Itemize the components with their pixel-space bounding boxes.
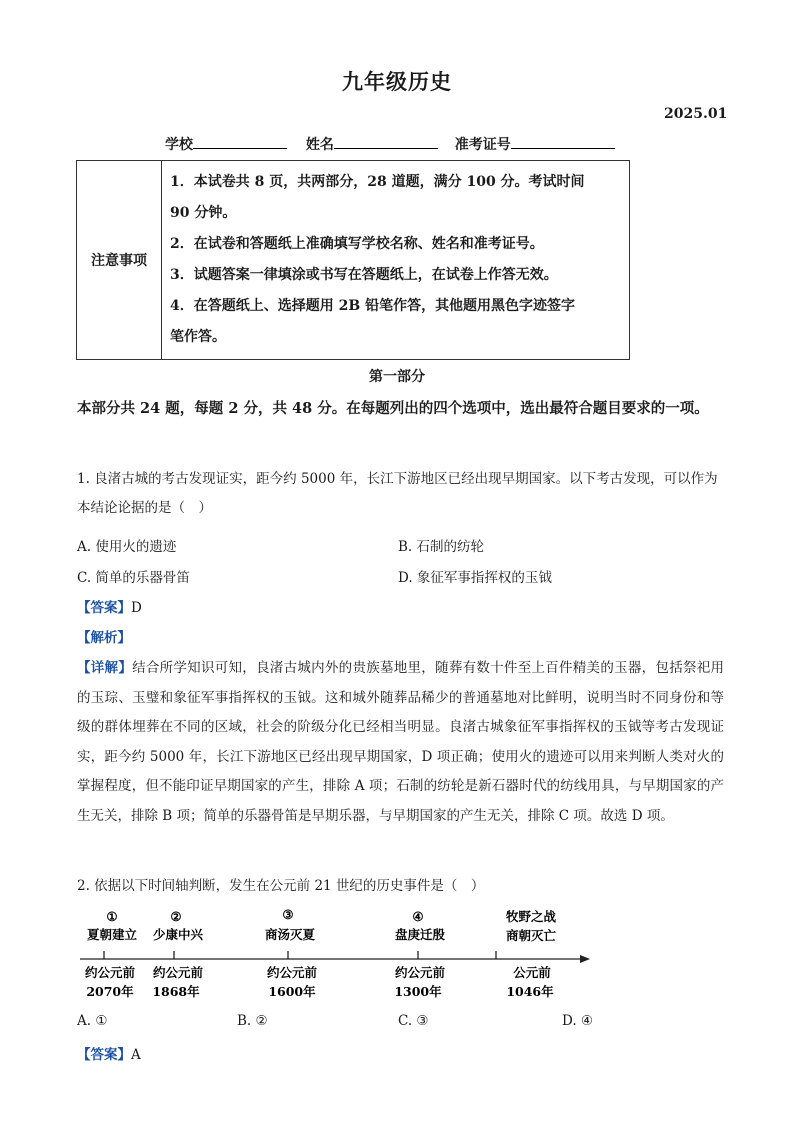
event-marker-3: ③ — [282, 907, 294, 922]
q1-detail — [77, 654, 724, 831]
q1-option-b[interactable]: B. 石制的纺轮 — [398, 539, 485, 555]
q2-option-c[interactable]: C. ③ — [398, 1013, 429, 1029]
name-label: 姓名 — [305, 137, 334, 153]
notice-item: 2．在试卷和答题纸上准确填写学校名称、姓名和准考证号。 — [170, 236, 544, 252]
section-title: 第一部分 — [369, 369, 425, 385]
school-label: 学校 — [165, 137, 193, 153]
school-blank[interactable] — [193, 134, 287, 149]
timeline-figure — [78, 905, 598, 1005]
event-marker-2: ② — [170, 909, 182, 924]
notice-item: 90 分钟。 — [170, 205, 237, 221]
section-intro: 本部分共 24 题，每题 2 分，共 48 分。在每题列出的四个选项中，选出最符合题目要求的一项。 — [77, 400, 709, 417]
event-label-5-line1: 牧野之战 — [505, 909, 557, 924]
q1-analysis — [77, 626, 131, 646]
notice-label: 注意事项 — [77, 161, 162, 360]
question-1-stem: 1. 良渚古城的考古发现证实，距今约 5000 年，长江下游地区已经出现早期国家。以下考古发现，可以作为本结论论据的是（ ） — [77, 471, 718, 516]
event-label-1: 夏朝建立 — [86, 927, 138, 942]
year-prefix-1: 约公元前 — [84, 965, 136, 980]
year-value-2: 1868年 — [152, 984, 200, 999]
year-prefix-4: 约公元前 — [394, 965, 446, 980]
student-info-fields — [165, 134, 615, 154]
event-label-3: 商汤灭夏 — [264, 927, 316, 942]
year-value-5: 1046年 — [506, 984, 554, 999]
event-label-5-line2: 商朝灭亡 — [505, 928, 557, 943]
answer-tag: 【答案】 — [77, 1047, 131, 1063]
year-value-4: 1300年 — [394, 984, 442, 999]
timeline-arrow — [580, 955, 590, 963]
q1-option-a[interactable]: A. 使用火的遗迹 — [77, 539, 177, 555]
exam-date: 2025.01 — [664, 106, 728, 122]
q2-option-a[interactable]: A. ① — [77, 1013, 108, 1029]
event-label-2: 少康中兴 — [152, 927, 204, 942]
detail-text: 结合所学知识可知，良渚古城内外的贵族墓地里，随葬有数十件至上百件精美的玉器，包括祭祀用的玉琮、玉璧和象征军事指挥权的玉钺。这和城外随葬品稀少的普通墓地对比鲜明，说明当时不同身份和等级的群体埋葬在不同的区域，社会的阶级分化已经相当明显。良渚古城象征军事指挥权的玉钺等考古发现证实，距今约 5000 年，长江下游地区已经出现早期国家，D 项正确；使用火的遗迹可以用来判断人类对火的掌握程度，但不能印证早期国家的产生，排除 A 项；石制的纺轮是新石器时代的纺线用具，与早期国家的产生无关，排除 B 项；简单的乐器骨笛是早期乐器，与早期国家的产生无关，排除 C 项。故选 D 项。 — [77, 660, 725, 824]
notice-item: 3．试题答案一律填涂或书写在答题纸上，在试卷上作答无效。 — [170, 267, 558, 283]
q2-answer — [77, 1043, 141, 1063]
year-prefix-2: 约公元前 — [152, 965, 204, 980]
answer-value: A — [131, 1047, 141, 1063]
q1-option-d[interactable]: D. 象征军事指挥权的玉钺 — [398, 570, 552, 586]
q2-option-d[interactable]: D. ④ — [562, 1013, 594, 1029]
answer-value: D — [131, 600, 142, 616]
question-2-stem: 2. 依据以下时间轴判断，发生在公元前 21 世纪的历史事件是（ ） — [77, 878, 485, 894]
notice-table — [76, 160, 630, 360]
detail-tag: 【详解】 — [77, 660, 133, 676]
year-value-1: 2070年 — [86, 984, 134, 999]
year-prefix-5: 公元前 — [513, 965, 551, 980]
analysis-tag: 【解析】 — [77, 630, 131, 646]
event-marker-4: ④ — [412, 909, 424, 924]
exam-id-label: 准考证号 — [454, 137, 511, 153]
event-marker-1: ① — [106, 909, 118, 924]
notice-item: 4．在答题纸上、选择题用 2B 铅笔作答，其他题用黑色字迹签字 — [170, 298, 576, 314]
event-label-4: 盘庚迁殷 — [394, 927, 446, 942]
exam-id-blank[interactable] — [511, 134, 615, 149]
name-blank[interactable] — [334, 134, 438, 149]
q1-option-c[interactable]: C. 简单的乐器骨笛 — [77, 570, 190, 586]
notice-item: 1．本试卷共 8 页，共两部分，28 道题，满分 100 分。考试时间 — [170, 174, 585, 190]
notice-item: 笔作答。 — [170, 329, 226, 345]
answer-tag: 【答案】 — [77, 600, 131, 616]
q2-option-b[interactable]: B. ② — [237, 1013, 268, 1029]
page-title: 九年级历史 — [342, 69, 452, 94]
notice-items — [162, 161, 630, 360]
q1-answer — [77, 596, 142, 616]
year-value-3: 1600年 — [268, 984, 316, 999]
year-prefix-3: 约公元前 — [266, 965, 318, 980]
